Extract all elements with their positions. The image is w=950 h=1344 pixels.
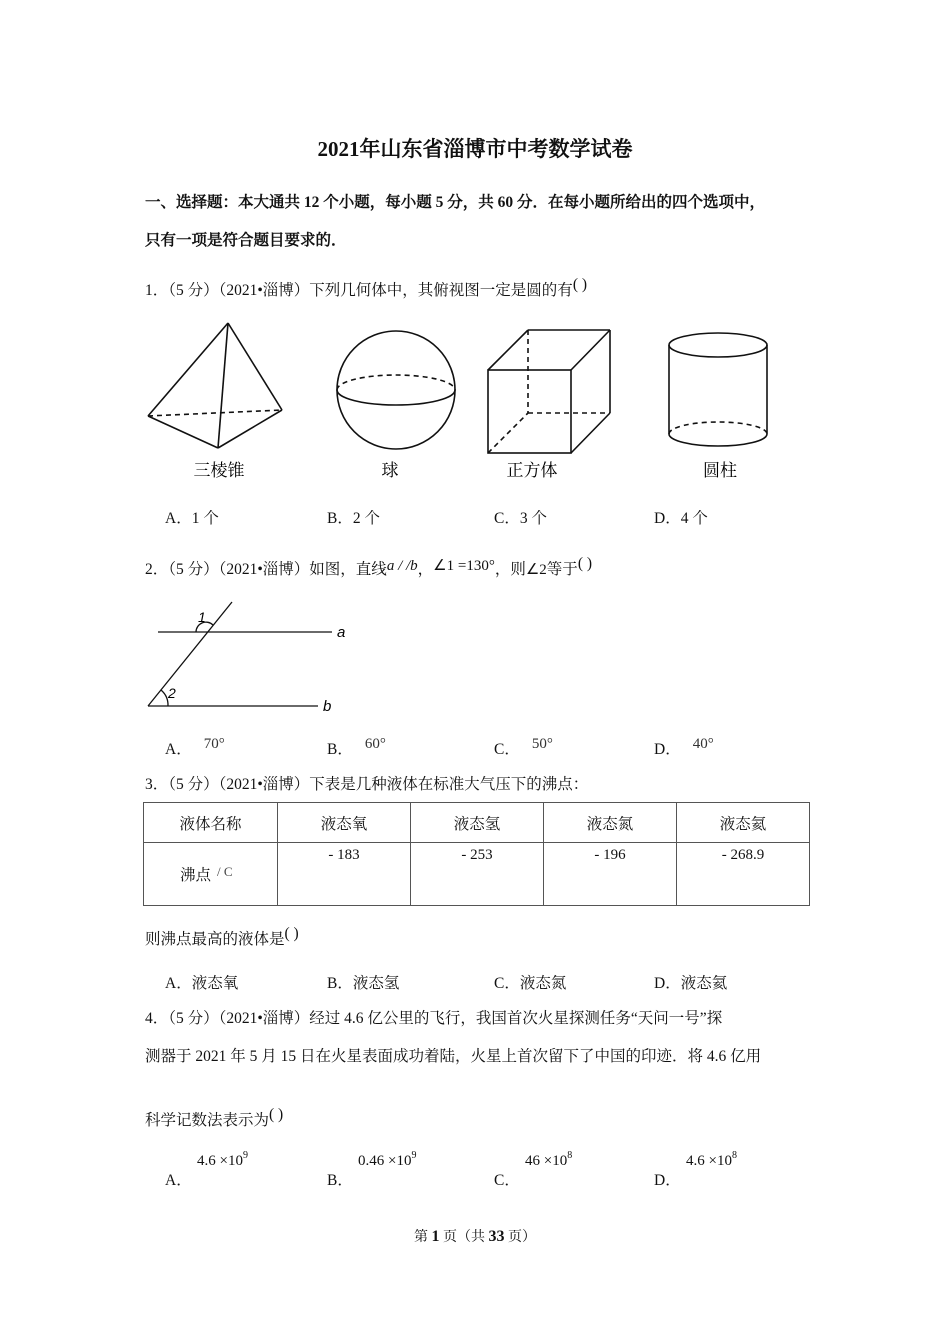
question-2-text-b: ，则 [494, 561, 526, 578]
answer-paren: ( ) [572, 276, 588, 293]
q2-option-d[interactable] [654, 737, 714, 759]
option-value: 40° [692, 736, 714, 752]
cylinder-shape [669, 333, 767, 446]
question-2 [145, 557, 592, 579]
answer-paren: ( ) [577, 555, 593, 572]
table-cell: - 268.9 [677, 843, 810, 906]
sci-exponent: 8 [731, 1150, 737, 1161]
question-4-line3 [145, 1108, 283, 1130]
q1-option-c[interactable]: C．3 个 [494, 510, 547, 527]
option-value [358, 1150, 417, 1170]
table-header-cell: 液态氧 [278, 803, 411, 843]
footer-suffix: 页） [504, 1230, 536, 1245]
option-letter: C． [494, 741, 520, 758]
fig-label-1: 1 [198, 609, 206, 625]
label-pyramid: 三棱锥 [193, 461, 245, 480]
option-value [686, 1150, 737, 1170]
option-letter: B． [327, 741, 353, 758]
question-2-text-c: 等于 [546, 561, 578, 578]
q3-option-a[interactable]: A．液态氧 [165, 975, 239, 992]
table-cell: - 183 [278, 843, 411, 906]
option-letter: A． [165, 1172, 192, 1189]
option-letter: D． [654, 741, 681, 758]
sci-exponent: 9 [411, 1150, 417, 1161]
option-letter: D． [654, 1172, 681, 1189]
angle-2-arc [161, 690, 168, 706]
footer-prefix: 第 [414, 1230, 432, 1245]
question-1-text: 1．（5 分）（2021•淄博）下列几何体中，其俯视图一定是圆的有 [145, 282, 573, 299]
sci-base: 4.6 ×10 [686, 1153, 732, 1169]
row-label-text: 沸点 [180, 867, 212, 884]
question-3-prompt-text: 则沸点最高的液体是 [145, 931, 285, 948]
option-value: 70° [203, 736, 225, 752]
q3-option-d[interactable]: D．液态氦 [654, 975, 728, 992]
footer-middle: 页（共 [439, 1230, 489, 1245]
question-1 [145, 278, 587, 300]
table-row-label [144, 843, 278, 906]
question-3-text: 3．（5 分）（2021•淄博）下表是几种液体在标准大气压下的沸点： [145, 776, 589, 793]
option-value [197, 1150, 248, 1170]
fig-label-a: a [337, 624, 346, 641]
answer-paren: ( ) [284, 925, 299, 942]
q2-figure [140, 596, 360, 716]
footer-page-number: 1 [431, 1228, 440, 1245]
table-header-cell: 液体名称 [144, 803, 278, 843]
sci-exponent: 9 [242, 1150, 248, 1161]
label-sphere: 球 [381, 461, 399, 480]
option-letter: C． [494, 1172, 520, 1189]
question-4-line3-text: 科学记数法表示为 [145, 1112, 270, 1129]
table-cell: - 196 [544, 843, 677, 906]
comma: ， [417, 561, 434, 578]
option-letter: A． [165, 741, 192, 758]
table-header-cell: 液态氮 [544, 803, 677, 843]
math-parallel: a / /b [386, 558, 418, 574]
q1-option-b[interactable]: B．2 个 [327, 510, 380, 527]
q1-option-d[interactable]: D．4 个 [654, 510, 708, 527]
q1-option-a[interactable]: A．1 个 [165, 510, 219, 527]
sci-base: 46 ×10 [525, 1153, 568, 1169]
q1-figure [140, 318, 790, 488]
q2-option-c[interactable] [494, 737, 553, 759]
question-2-text-a: 2．（5 分）（2021•淄博）如图，直线 [145, 561, 387, 578]
option-value [525, 1150, 573, 1170]
section-heading-line2: 只有一项是符合题目要求的． [145, 232, 347, 249]
row-unit: / C [217, 864, 233, 879]
section-heading-line1: 一、选择题：本大通共 12 个小题，每小题 5 分，共 60 分．在每小题所给出的四个选项中， [145, 194, 766, 211]
table-header-cell: 液态氢 [411, 803, 544, 843]
math-angle-1: ∠1 =130° [433, 558, 495, 574]
transversal [148, 602, 232, 706]
option-value: 60° [364, 736, 386, 752]
page-title: 2021年山东省淄博市中考数学试卷 [317, 137, 633, 161]
question-3-prompt [145, 927, 299, 949]
fig-label-2: 2 [168, 685, 176, 701]
option-value: 50° [531, 736, 553, 752]
q3-option-c[interactable]: C．液态氮 [494, 975, 567, 992]
sci-base: 0.46 ×10 [358, 1153, 412, 1169]
fig-label-b: b [323, 698, 332, 715]
table-header-cell: 液态氦 [677, 803, 810, 843]
q3-option-b[interactable]: B．液态氢 [327, 975, 400, 992]
question-4-line1: 4．（5 分）（2021•淄博）经过 4.6 亿公里的飞行，我国首次火星探测任务“天问一号”探 [145, 1010, 723, 1027]
math-angle-2: ∠2 [525, 562, 547, 578]
sphere-shape [337, 331, 455, 449]
option-letter: B． [327, 1172, 353, 1189]
q2-option-a[interactable] [165, 737, 225, 759]
q2-option-b[interactable] [327, 737, 386, 759]
boiling-point-table [143, 802, 810, 906]
footer-total-pages: 33 [488, 1228, 505, 1245]
sci-base: 4.6 ×10 [197, 1153, 243, 1169]
cube-shape [488, 330, 610, 453]
table-cell: - 253 [411, 843, 544, 906]
question-4-line2: 测器于 2021 年 5 月 15 日在火星表面成功着陆，火星上首次留下了中国的印迹．将 4.6 亿用 [145, 1048, 762, 1065]
pyramid-shape [148, 323, 282, 448]
label-cube: 正方体 [506, 461, 558, 480]
page-footer [0, 1226, 950, 1246]
answer-paren: ( ) [269, 1106, 284, 1123]
sci-exponent: 8 [567, 1150, 573, 1161]
label-cylinder: 圆柱 [703, 461, 737, 480]
